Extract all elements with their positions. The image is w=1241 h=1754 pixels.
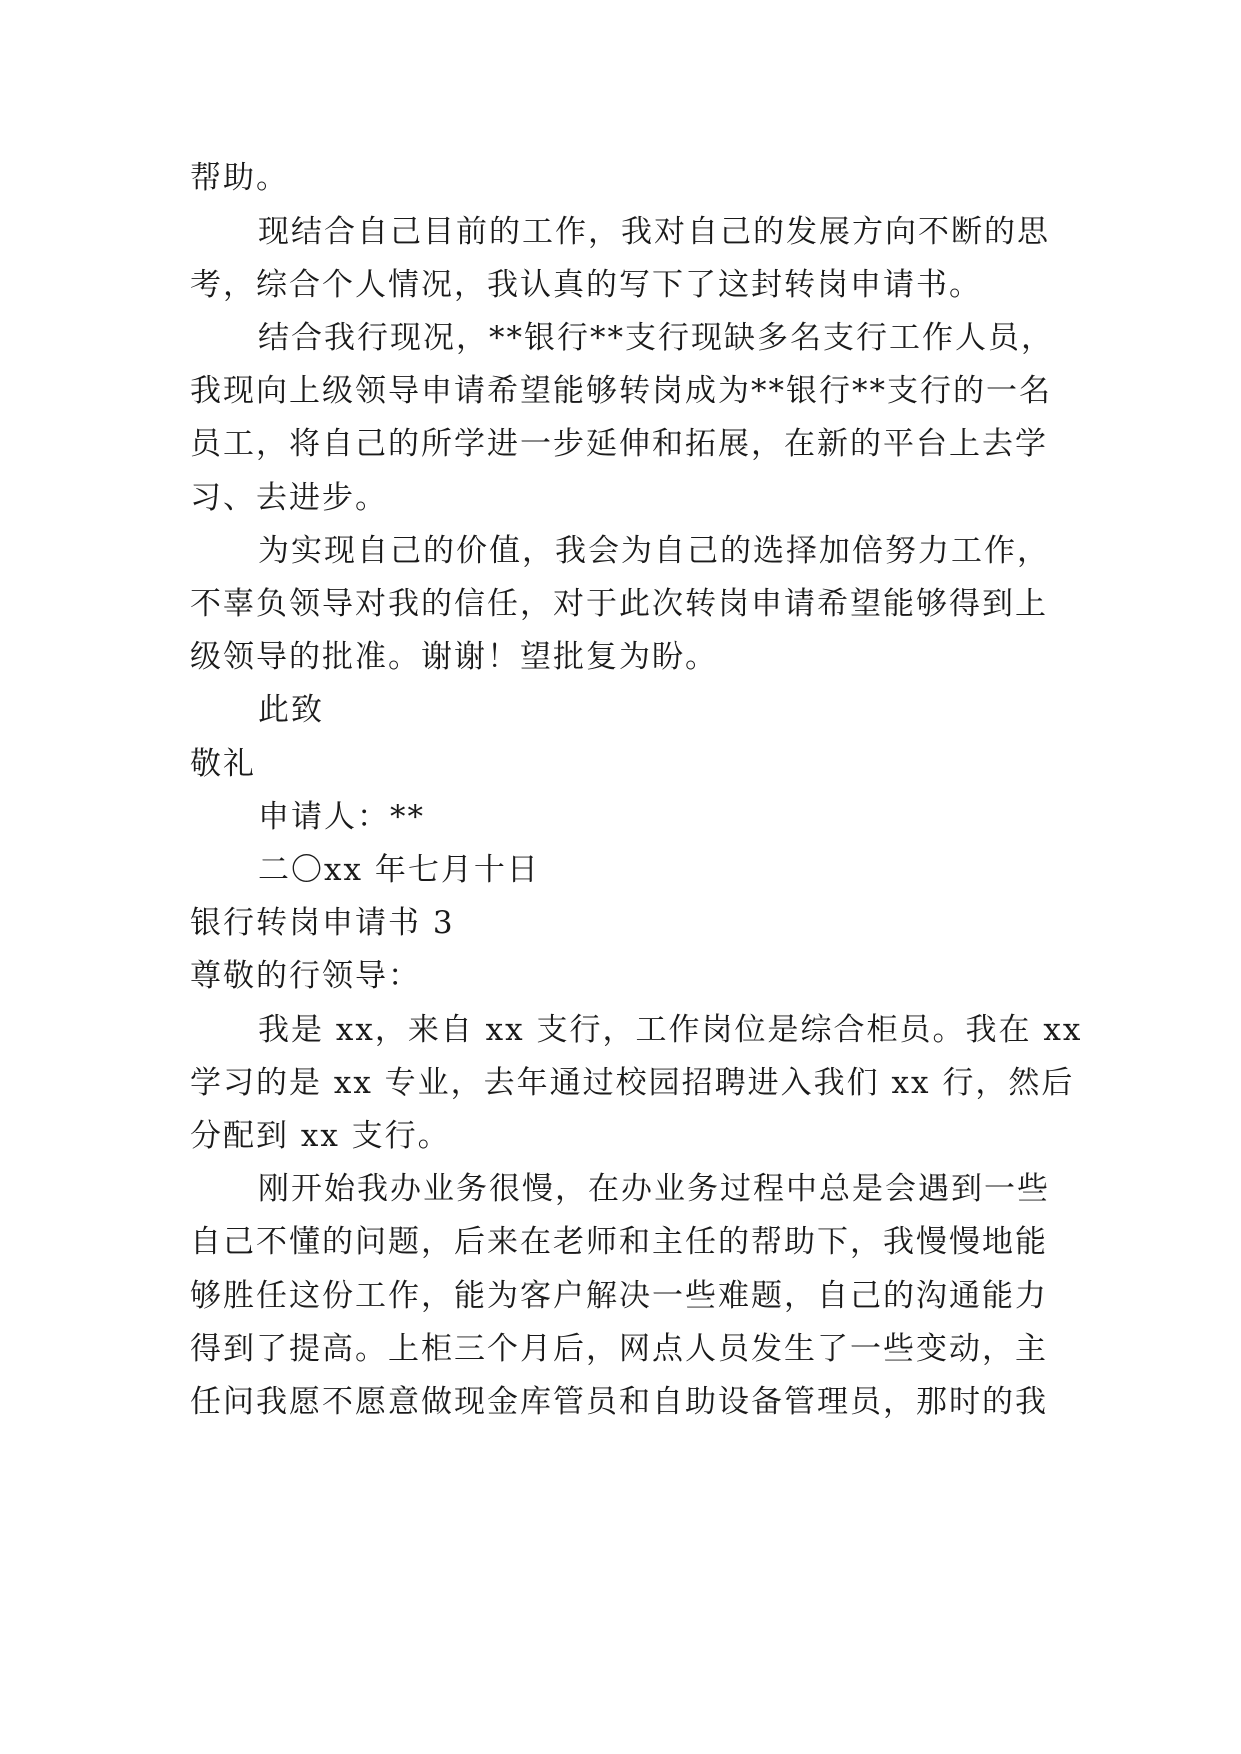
text-line-3: 考，综合个人情况，我认真的写下了这封转岗申请书。 [190,267,982,303]
text-line-2: 现结合自己目前的工作，我对自己的发展方向不断的思 [258,214,1050,250]
greeting-line: 尊敬的行领导： [190,958,421,994]
text-line-7: 习、去进步。 [190,480,388,516]
text-line-6: 员工，将自己的所学进一步延伸和拓展，在新的平台上去学 [190,426,1048,462]
text-line-17: 我是 xx，来自 xx 支行，工作岗位是综合柜员。我在 xx [258,1012,1083,1048]
text-line-23: 得到了提高。上柜三个月后，网点人员发生了一些变动，主 [190,1331,1048,1367]
text-line-9: 不辜负领导对我的信任，对于此次转岗申请希望能够得到上 [190,586,1048,622]
applicant-line: 申请人：** [258,799,425,835]
text-line-21: 自己不懂的问题，后来在老师和主任的帮助下，我慢慢地能 [190,1224,1048,1260]
text-line-22: 够胜任这份工作，能为客户解决一些难题，自己的沟通能力 [190,1278,1048,1314]
closing-regards: 敬礼 [190,746,256,782]
date-line: 二〇xx 年七月十日 [258,852,540,888]
text-line-5: 我现向上级领导申请希望能够转岗成为**银行**支行的一名 [190,373,1052,409]
text-line-4: 结合我行现况，**银行**支行现缺多名支行工作人员， [258,320,1054,356]
closing-salutation: 此致 [258,692,324,728]
text-line-10: 级领导的批准。谢谢！望批复为盼。 [190,639,718,675]
text-line-24: 任问我愿不愿意做现金库管员和自助设备管理员，那时的我 [190,1384,1048,1420]
text-line-8: 为实现自己的价值，我会为自己的选择加倍努力工作， [258,533,1050,569]
text-line-20: 刚开始我办业务很慢，在办业务过程中总是会遇到一些 [258,1171,1050,1207]
section-title: 银行转岗申请书 3 [190,905,455,941]
text-line-18: 学习的是 xx 专业，去年通过校园招聘进入我们 xx 行，然后 [190,1065,1075,1101]
text-line-1: 帮助。 [190,160,289,196]
text-line-19: 分配到 xx 支行。 [190,1118,451,1154]
